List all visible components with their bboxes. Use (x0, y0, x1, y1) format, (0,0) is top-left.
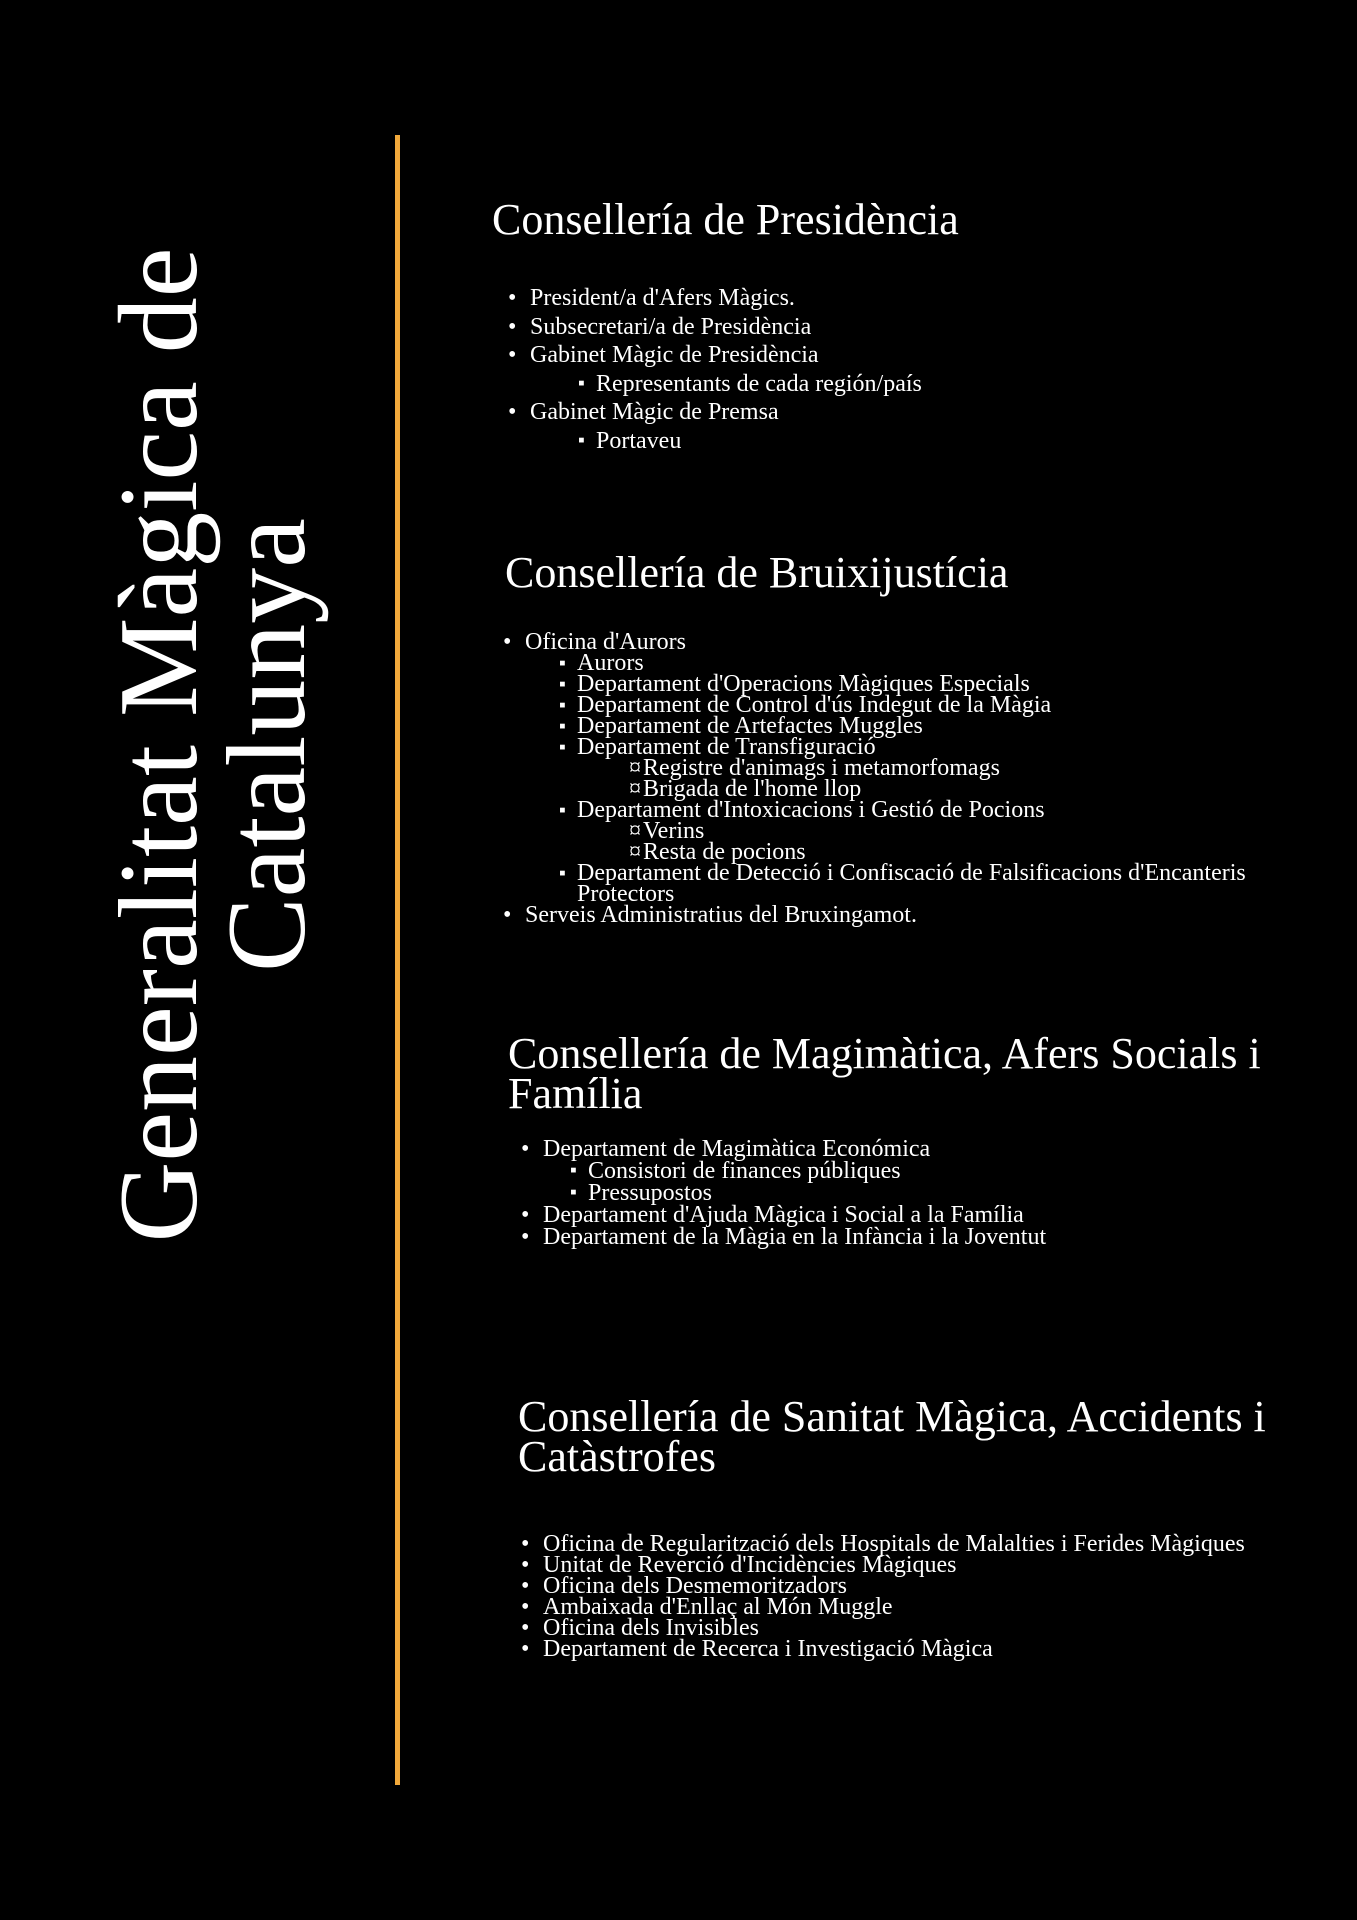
sub-sub-list (643, 818, 1257, 865)
list-item (543, 1138, 1083, 1204)
sub-list-item (577, 734, 1257, 802)
section-sanitat (518, 1392, 1298, 1662)
sub-list (596, 370, 1292, 399)
sub-sub-list-item: ¤ Verins (643, 821, 1257, 842)
sub-sub-list-item: ¤ Registre d'animags i metamorfomags (643, 758, 1257, 779)
list-item: • Oficina dels Desmemoritzadors (543, 1576, 1303, 1597)
list-item: • Departament de la Màgia en la Infància i la Joventut (543, 1226, 1083, 1248)
list-item: • Departament de Recerca i Investigació Màgica (543, 1639, 1303, 1660)
list-item-label: Gabinet Màgic de Presidència (530, 342, 819, 369)
sub-list-item-label: Departament de Transfiguració (577, 734, 876, 760)
sub-sub-list (643, 755, 1257, 802)
page-title-line-1: Generalitat Màgica de (97, 247, 221, 1243)
sub-list-item: ▪ Pressupostos (588, 1182, 1083, 1204)
section-list (530, 284, 1292, 456)
section-heading: Consellería de Bruixijustícia (505, 548, 1009, 597)
list-item: • Ambaixada d'Enllaç al Món Muggle (543, 1597, 1303, 1618)
page-title (97, 100, 365, 1390)
sub-list-item (577, 797, 1257, 865)
list-item (530, 398, 1292, 455)
sub-list (588, 1160, 1083, 1204)
sub-list-item: ▪ Representants de cada región/país (596, 370, 1292, 399)
sub-sub-list-item: ¤ Brigada de l'home llop (643, 779, 1257, 800)
list-item (530, 341, 1292, 398)
section-heading: Consellería de Magimàtica, Afers Socials i Família (508, 1029, 1261, 1118)
sub-list-item: ▪ Departament de Detecció i Confiscació de Falsificacions d'Encanteris Protectors (577, 863, 1257, 905)
section-magimatica (508, 1029, 1288, 1250)
section-heading: Consellería de Sanitat Màgica, Accidents i Catàstrofes (518, 1392, 1266, 1481)
list-item (525, 629, 1305, 907)
list-item-label: Departament de Magimàtica Económica (543, 1136, 931, 1162)
section-heading: Consellería de Presidència (492, 195, 959, 244)
sub-list-item: ▪ Aurors (577, 653, 1257, 674)
section-list (543, 1531, 1303, 1662)
list-item: • Oficina de Regularització dels Hospitals de Malalties i Ferides Màgiques (543, 1534, 1303, 1555)
list-item: • Oficina dels Invisibles (543, 1618, 1303, 1639)
page-title-line-2: Catalunya (205, 517, 329, 973)
sub-list-item: ▪ Departament de Artefactes Muggles (577, 716, 1257, 737)
section-bruixijusticia (505, 548, 1305, 928)
vertical-divider (395, 135, 400, 1785)
sub-list-item-label: Departament d'Intoxicacions i Gestió de Pocions (577, 797, 1045, 823)
list-item: • President/a d'Afers Màgics. (530, 284, 1292, 313)
list-item-label: Oficina d'Aurors (525, 629, 686, 655)
sub-list-item: ▪ Departament d'Operacions Màgiques Especials (577, 674, 1257, 695)
sub-sub-list-item: ¤ Resta de pocions (643, 842, 1257, 863)
sub-list-item: ▪ Portaveu (596, 427, 1292, 456)
list-item: • Serveis Administratius del Bruxingamot. (525, 905, 1305, 926)
sub-list-item: ▪ Departament de Control d'ús Indegut de la Màgia (577, 695, 1257, 716)
list-item-label: Gabinet Màgic de Premsa (530, 399, 779, 426)
list-item: • Subsecretari/a de Presidència (530, 313, 1292, 342)
sub-list (596, 427, 1292, 456)
list-item: • Unitat de Reverció d'Incidències Màgiques (543, 1555, 1303, 1576)
sub-list-item: ▪ Consistori de finances públiques (588, 1160, 1083, 1182)
section-presidencia (492, 195, 1292, 456)
list-item: • Departament d'Ajuda Màgica i Social a la Família (543, 1204, 1083, 1226)
sub-list (577, 650, 1257, 907)
section-list (525, 629, 1305, 928)
section-list (543, 1138, 1083, 1248)
